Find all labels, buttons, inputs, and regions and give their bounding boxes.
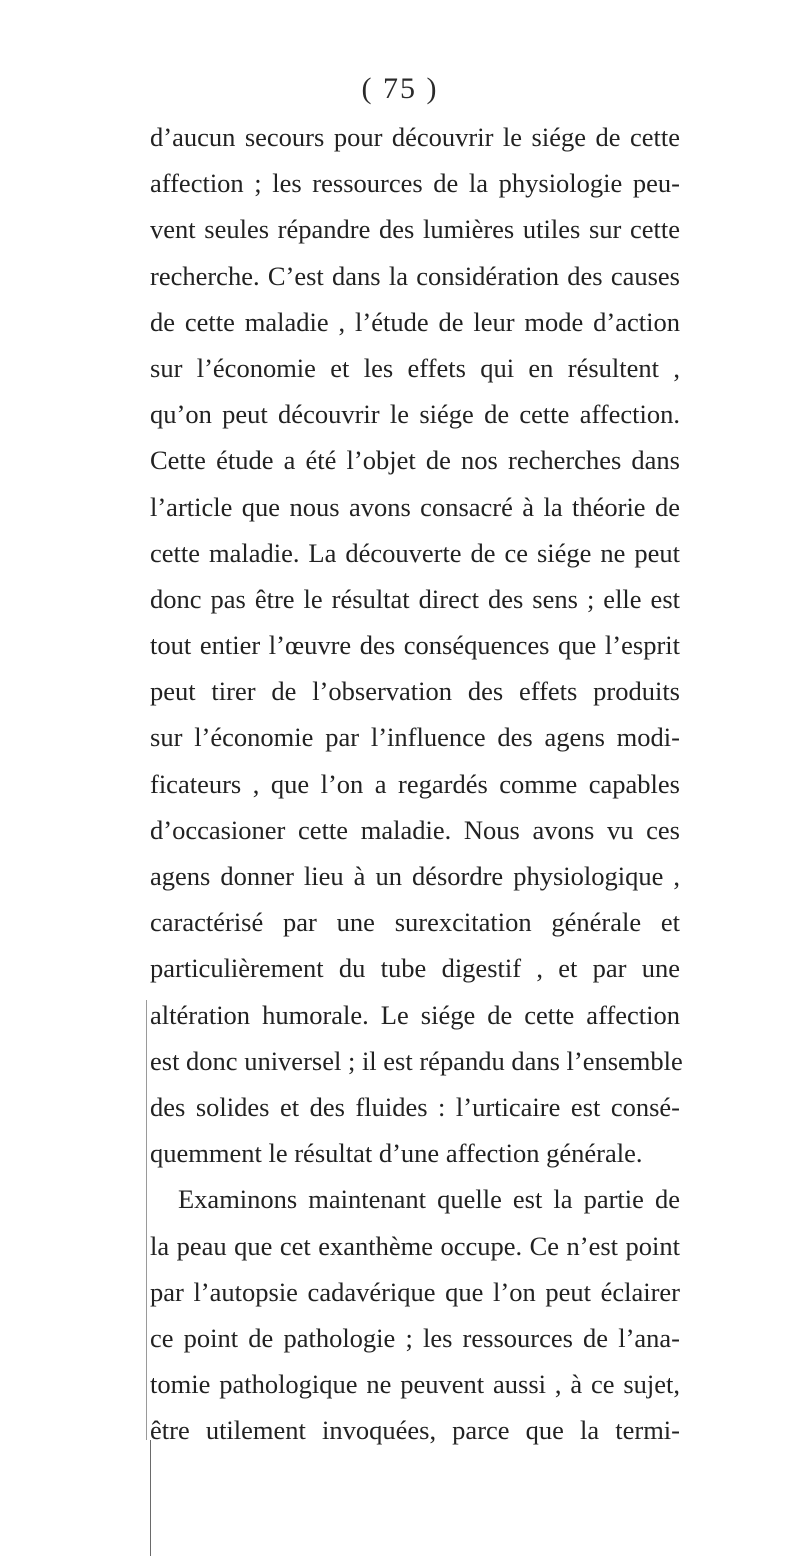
text-line: l’article que nous avons consacré à la théorie de [150, 491, 680, 522]
text-line: vent seules répandre des lumières utiles sur cette [150, 214, 680, 245]
text-line: Cette étude a été l’objet de nos recherches dans [150, 445, 680, 476]
text-line: de cette maladie , l’étude de leur mode d’action [150, 306, 680, 337]
text-line: ficateurs , que l’on a regardés comme capables [150, 768, 680, 799]
text-line: être utilement invoquées, parce que la termi- [150, 1415, 680, 1446]
margin-rule [146, 1000, 147, 1440]
text-line: quemment le résultat d’une affection générale. [150, 1138, 643, 1169]
body-text [150, 114, 683, 1453]
text-line: Examinons maintenant quelle est la partie de [178, 1184, 680, 1215]
text-line: particulièrement du tube digestif , et par une [150, 953, 680, 984]
text-line: donc pas être le résultat direct des sens ; elle est [150, 583, 680, 614]
text-line: recherche. C’est dans la considération des causes [150, 260, 680, 291]
text-line: sur l’économie par l’influence des agens modi- [150, 722, 680, 753]
text-line: est donc universel ; il est répandu dans l’ensemble [150, 1045, 683, 1076]
text-line: cette maladie. La découverte de ce siége ne peut [150, 537, 680, 568]
page-number: ( 75 ) [361, 72, 439, 105]
text-line: d’aucun secours pour découvrir le siége de cette [150, 122, 680, 152]
text-line: ce point de pathologie ; les ressources de l’ana- [150, 1322, 680, 1353]
text-line: caractérisé par une surexcitation générale et [150, 907, 680, 938]
text-line: sur l’économie et les effets qui en résultent , [150, 352, 680, 383]
margin-rule-lower [150, 1440, 151, 1556]
text-line: qu’on peut découvrir le siége de cette affection. [150, 399, 680, 430]
text-line: des solides et des fluides : l’urticaire est consé- [150, 1091, 680, 1122]
text-line: peut tirer de l’observation des effets produits [150, 676, 680, 707]
text-line: la peau que cet exanthème occupe. Ce n’est point [150, 1230, 680, 1261]
text-line: altération humorale. Le siége de cette affection [150, 999, 680, 1030]
text-line: affection ; les ressources de la physiologie peu- [150, 168, 680, 199]
text-line: tomie pathologique ne peuvent aussi , à ce sujet, [150, 1369, 680, 1400]
text-line: tout entier l’œuvre des conséquences que l’esprit [150, 630, 680, 661]
text-line: agens donner lieu à un désordre physiologique , [150, 861, 680, 891]
text-line: d’occasioner cette maladie. Nous avons vu ces [150, 814, 680, 845]
text-line: par l’autopsie cadavérique que l’on peut éclairer [150, 1276, 680, 1307]
